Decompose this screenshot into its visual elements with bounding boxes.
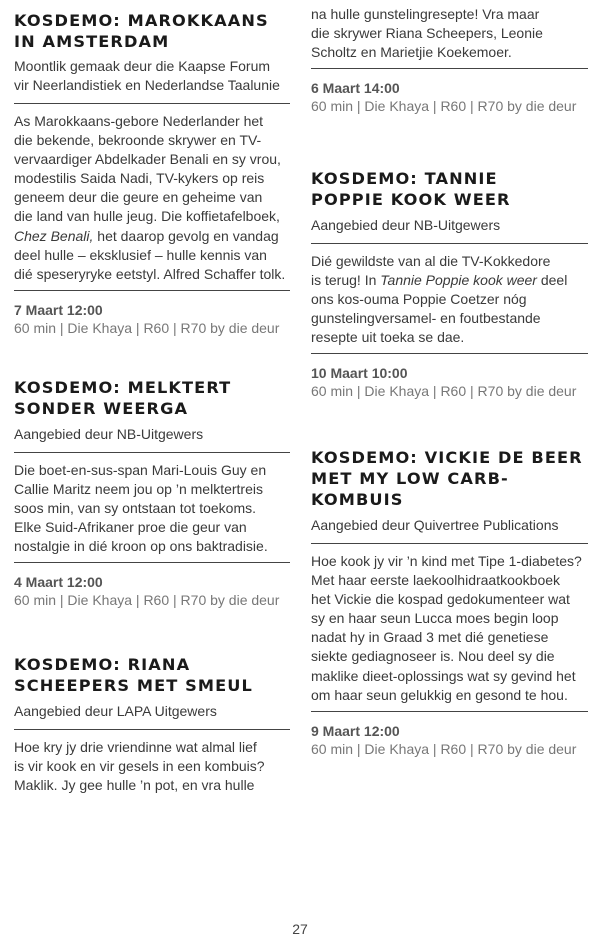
- event-title: KOSDEMO: RIANA SCHEEPERS MET SMEUL: [14, 655, 253, 695]
- divider: [14, 452, 290, 453]
- event-info: 60 min | Die Khaya | R60 | R70 by die deur: [14, 592, 280, 609]
- event-info: 60 min | Die Khaya | R60 | R70 by die deur: [311, 383, 577, 400]
- event-presenter: Aangebied deur NB-Uitgewers: [14, 426, 204, 442]
- event-presenter: Aangebied deur Quivertree Publications: [311, 517, 559, 533]
- event-description: Hoe kook jy vir ’n kind met Tipe 1-diabetes? Met haar eerste laekoolhidraatkookboek het Vickie die kospad gedokumenteer wat sy en haar seun Lucca moes begin loop nadat hy in Graad 3 met dié genetiese siekte gediagnoseer is. Nou deel sy die maklike dieet-oplossings wat sy gevind het om haar seun gelukkig en gesond te hou.: [311, 553, 582, 703]
- divider: [311, 353, 588, 354]
- divider: [311, 711, 588, 712]
- divider: [14, 290, 290, 291]
- divider: [311, 543, 588, 544]
- event-date: 4 Maart 12:00: [14, 574, 103, 591]
- event-info: 60 min | Die Khaya | R60 | R70 by die deur: [311, 98, 577, 115]
- event-riana-scheepers: [14, 654, 290, 795]
- divider: [311, 243, 588, 244]
- event-info: 60 min | Die Khaya | R60 | R70 by die deur: [14, 319, 280, 336]
- event-description: Hoe kry jy drie vriendinne wat almal lief is vir kook en vir gesels in een kombuis? Maklik. Jy gee hulle ’n pot, en vra hulle: [14, 739, 265, 794]
- event-title: KOSDEMO: MAROKKAANS IN AMSTERDAM: [14, 11, 269, 51]
- event-riana-scheepers-continued: [311, 5, 588, 115]
- event-title: KOSDEMO: TANNIE POPPIE KOOK WEER: [311, 169, 511, 209]
- event-description: Dié gewildste van al die TV-Kokkedore is terug! In Tannie Poppie kook weer deel ons kos-ouma Poppie Coetzer nóg gunstelingversamel- en foutbestande resepte uit toeka se dae.: [311, 253, 568, 346]
- event-presenter: Moontlik gemaak deur die Kaapse Forum vir Neerlandistiek en Nederlandse Taalunie: [14, 58, 280, 93]
- divider: [14, 729, 290, 730]
- event-melktert: [14, 377, 290, 609]
- event-presenter: Aangebied deur NB-Uitgewers: [311, 217, 501, 233]
- event-date: 6 Maart 14:00: [311, 80, 400, 97]
- event-date: 7 Maart 12:00: [14, 301, 103, 318]
- event-title: KOSDEMO: MELKTERT SONDER WEERGA: [14, 378, 232, 418]
- event-date: 9 Maart 12:00: [311, 722, 400, 739]
- event-description: Die boet-en-sus-span Mari-Louis Guy en Callie Maritz neem jou op ’n melktertreis soos min, van sy ontstaan tot toekoms. Elke Suid-Afrikaner proe die geur van nostalgie in dié kroon op ons baktradisie.: [14, 462, 268, 555]
- event-presenter: Aangebied deur LAPA Uitgewers: [14, 703, 217, 719]
- event-title: KOSDEMO: VICKIE DE BEER MET MY LOW CARB-KOMBUIS: [311, 448, 583, 509]
- event-description-continued: na hulle gunstelingresepte! Vra maar die skrywer Riana Scheepers, Leonie Scholtz en Marietjie Koekemoer.: [311, 6, 543, 61]
- event-date: 10 Maart 10:00: [311, 365, 408, 382]
- event-description: As Marokkaans-gebore Nederlander het die bekende, bekroonde skrywer en TV- vervaardiger Abdelkader Benali en sy vrou, modestilis Saida Nadi, TV-kykers op reis geneem deur die geure en geheime van die land van hulle jeug. Die koffietafelboek, Chez Benali, het daarop gevolg en vandag deel hulle – eksklusief – hulle kennis van dié speseryryke eetstyl. Alfred Schaffer tolk.: [14, 113, 286, 282]
- event-marokkaans: [14, 10, 290, 337]
- event-tannie-poppie: [311, 168, 588, 400]
- event-info: 60 min | Die Khaya | R60 | R70 by die deur: [311, 740, 577, 757]
- page-number: 27: [292, 921, 308, 937]
- divider: [14, 562, 290, 563]
- event-vickie-de-beer: [311, 447, 588, 758]
- divider: [311, 68, 588, 69]
- divider: [14, 103, 290, 104]
